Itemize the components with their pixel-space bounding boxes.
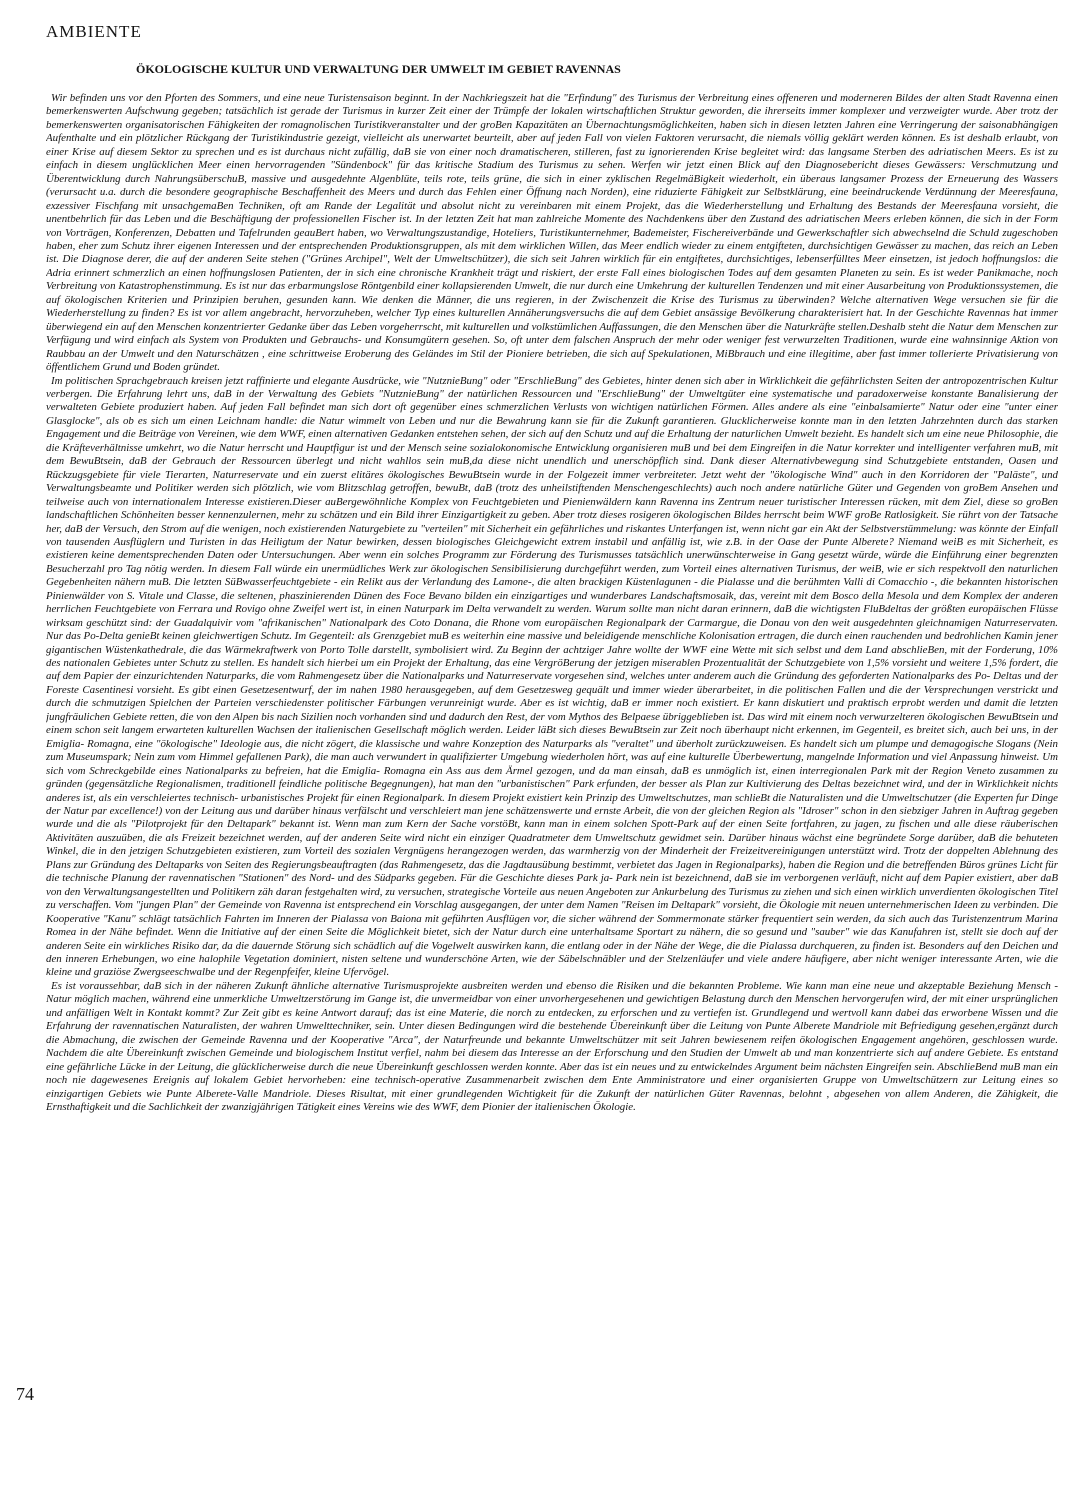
page-number: 74 [16, 1384, 34, 1404]
article-paragraph: Wir befinden uns vor den Pforten des Sommers, und eine neue Turistensaison beginnt. In der Nachkriegszeit hat die "Erfindung" des Turismus der Verbreitung eines offeneren und moderneren Bildes der alten Stadt Ravenna einen bemerkenswerten Aufschwung gegeben; tatsächlich ist gerade der Turismus in kurzer Zeit einer der Trümpfe der lokalen wirtschaftlichen Struktur geworden, die ihrerseits immer komplexer und verzweigter wurde. Aber trotz der bemerkenswerten organisatorischen Fähigkeiten der romagnolischen Turistikveranstalter und der groBen Kapazitäten an Übernachtungsmöglichkeiten, haben sich in diesen letzten Jahren eine Verringerung der saisonabhängigen Aufenthalte und ein plötzlicher Rückgang der Turistikindustrie gezeigt, vielleicht als unerwartet beurteilt, aber auf jeden Fall von vielen Faktoren verursacht, die niemals völlig geklärt werden können. Es ist deshalb erlaubt, von einer Krise auf diesem Sektor zu sprechen und es ist durchaus nicht zufällig, daB sie von einer noch dramatischeren, stilleren, fast zu ignorierenden Krise begleitet wird: das langsame Sterben des adriatischen Meers. Es ist zu einfach in diesem unglücklichen Meer einen hervorragenden "Sündenbock" für das kritische Stadium des Turismus zu sehen. Werfen wir jetzt einen Blick auf den Diagnosebericht dieses Gewässers: Verschmutzung und Überentwicklung durch NahrungsüberschuB, massive und ausgedehnte Algenblüte, teils rote, teils grüne, die sich in einer zyklischen RegelmäBigkeit wiederholt, ein überaus langsamer Prozess der Erneuerung des Wassers (verursacht u.a. durch die besondere geographische Beschaffenheit des Meers und durch das Fehlen einer Öffnung nach Norden), eine riduzierte Fähigkeit zur Selbstklärung, eine beeindruckende Verdünnung der Meeresfauna, exzessiver Fischfang mit unsachgemaBen Techniken, oft am Rande der Legalität und absolut nicht zu vereinbaren mit einem Projekt, das die Wiederherstellung und Erhaltung des Bestands der Meeresfauna vorsieht, die unentbehrlich für das Leben und die Beschäftigung der professionellen Fischer ist. In der letzten Zeit hat man zahlreiche Momente des Nachdenkens über den Zustand des adriatischen Meers erleben können, die sich in der Form von Vorträgen, Konferenzen, Debatten und Tafelrunden geauBert haben, wo Verwaltungszustandige, Hoteliers, Turistikunternehmer, Bademeister, Fischereiverbände und Gewerkschaftler sich abwechselnd die Schuld zugeschoben haben, eher zum Schutz ihrer eigenen Interessen und der entsprechenden Produktionsgruppen, als mit dem wirklichen Willen, das Meer endlich wieder zu einem entgifteten, durchsichtigen Gewässer zu machen, das reich an Leben ist. Die Diagnose derer, die auf der anderen Seite stehen ("Grünes Archipel", Welt der Umweltschützer), die sich seit Jahren wirklich für ein entgiftetes, durchsichtiges, lebenserfülltes Meer einsetzen, ist jedoch hoffnungslos: die Adria erinnert schmerzlich an einen hoffnungslosen Patienten, der in sich eine chronische Krankheit trägt und riskiert, der erste Fall eines biologischen Todes auf dem gesamten Planeten zu sein. Es ist weder Panikmache, noch Verbreitung von Katastrophenstimmung. Es ist nur das erbarmungslose Röntgenbild einer kollapsierenden Umwelt, die nur durch eine Umkehrung der kulturellen Tendenzen und mit einer Ausarbeitung von Produktionssystemen, die auf ökologischen Kriterien und Prinzipien beruhen, gesunden kann. Wie denken die Männer, die uns regieren, in der Zwischenzeit die Krise des Turismus zu überwinden? Welche alternativen Wege versuchen sie für die Wiederherstellung zu finden? Es ist vor allem angebracht, hervorzuheben, welcher Typ eines kulturellen Annäherungsversuchs die auf dem Gebiet ansässige Bevölkerung charakterisiert hat. In der Geschichte Ravennas hat immer überwiegend ein auf den Menschen konzentrierter Gedanke über das Leben vorgeherrscht, mit kulturellen und volkstümlichen Auffassungen, die den Menschen über die Naturkräfte stellen.Deshalb steht die Natur dem Menschen zur Verfügung und wird einfach als System von Produkten und Gebrauchs- und Konsumgütern gesehen. So, oft unter dem falschen Anspruch der mehr oder weniger fest verwurzelten Traditionen, wurde eine wahnsinnige Aktion von Raubbau an der Umwelt und den Naturschätzen , eine schrittweise Eroberung des Geländes im Stil der Pioniere betrieben, die sich auf Spekulationen, MiBbrauch und eine illegitime, aber fast immer tollerierte Privatisierung von öffentlichem Grund und Boden gründet. [46, 92, 1058, 374]
article-paragraph: Im politischen Sprachgebrauch kreisen jetzt raffinierte und elegante Ausdrücke, wie "NutznieBung" oder "ErschlieBung" des Gebietes, hinter denen sich aber in Wirklichkeit die gefährlichsten Seiten der antropozentrischen Kultur verbergen. Die Erfahrung lehrt uns, daB in der Verwaltung des Gebiets "NutznieBung" der natürlichen Ressourcen und "ErschlieBung" der Umweltgüter eine systematische und paradoxerweise konstante Banalisierung der verwalteten Gebiete produziert haben. Auf jeden Fall befindet man sich dort oft gegenüber eines schmerzlichen Verlusts von wichtigen natürlichen Förmen. Alles andere als eine "einbalsamierte" Natur oder eine "unter einer Glasglocke", als ob es sich um einen Leichnam handle: die Natur wimmelt von Leben und nur die Bewahrung kann sie für die Zukunft garantieren. Glucklicherweise konnte man in den letzten Jahrzehnten durch das starken Engagement und die Beiträge von Vereinen, wie dem WWF, einen alternativen Gedanken entstehen sehen, der sich auf den Schutz und auf die Erhaltung der naturlichen Umwelt bezieht. Es handelt sich um eine neue Philosophie, die die Kräfteverhältnisse umkehrt, wo die Natur herrscht und Hauptfigur ist und der Mensch seine sozialokonomische Entwicklung organisieren muB und bei dem Eingreifen in die Natur korrekter und intelligenter verfahren muB, mit dem BewuBtsein, daB der Gebrauch der Ressourcen überlegt und nicht wahllos sein muB,da diese nicht unendlich und unerschöpflich sind. Dank dieser Alternativbewegung sind Schutzgebiete entstanden, Oasen und Rückzugsgebiete für viele Tierarten, Naturreservate und ein zuerst elitäres ökologisches BewuBtsein wurde in der Folgezeit immer verbreiteter. Jetzt weht der "ökologische Wind" auch in den Korridoren der "Paläste", und Verwaltungsbeamte und Politiker werden sich plötzlich, wie vom Blitzschlag getroffen, bewuBt, daB (trotz des unheilstiftenden Menschengeschlechts) auch noch andere natürliche Güter und Gegenden von groBem Ansehen und teilweise auch von internationalem Interesse existieren.Dieser auBergewöhnliche Komplex von Feuchtgebieten und Pienienwäldern kann Ravenna ins Zentrum neuer turistischer Interessen rücken, mit dem Ziel, diese so groBen landschaftlichen Schönheiten besser kennenzulernen, mehr zu schätzen und ein Bild ihrer Einzigartigkeit zu geben. Aber trotz dieses rosigeren ökologischen Bildes herrscht beim WWF groBe Ratlosigkeit. Sie rührt von der Tatsache her, daB der Versuch, den Strom auf die wenigen, noch existierenden Naturgebiete zu "verteilen" mit Sicherheit ein gefährliches und riskantes Unterfangen ist, wenn nicht gar ein Akt der Selbstverstümmelung: was könnte der Einfall von tausenden Ausflüglern und Turisten in das Heiligtum der Natur bewirken, dessen biologisches Gleichgewicht extrem instabil und anfällig ist, wie z.B. in der Oase der Punte Alberete? Niemand weiB es mit Sicherheit, es existieren keine dementsprechenden Daten oder Untersuchungen. Aber wenn ein solches Programm zur Förderung des Turismusses tatsächlich unerwünschterweise in Gang gesetzt würde, würde die Einführung einer begrenzten Besucherzahl pro Tag nötig werden. In diesem Fall würde ein unermüdliches Werk zur ökologischen Sensibilisierung durchgeführt werden, zum Vorteil eines alternativen Turismus, der weiB, wie er sich respektvoll den naturlichen Gegebenheiten nähern muB. Die letzten SüBwasserfeuchtgebiete - ein Relikt aus der Verlandung des Lamone-, die alten brackigen Küstenlagunen - die Pialasse und die berühmten Valli di Comacchio -, die bekannten historischen Pinienwälder von S. Vitale und Classe, die seltenen, phaszinierenden Dünen des Foce Bevano bilden ein einzigartiges und wunderbares Landschaftsmosaik, das, vereint mit dem Bosco della Mesola und dem Komplex der anderen herrlichen Feuchtgebiete von Ferrara und Rovigo ohne Zweifel wert ist, in einen Naturpark im Delta verwandelt zu werden. Warum sollte man nicht daran erinnern, daB die wichtigsten FluBdeltas der größten europäischen Flüsse wirksam geschützt sind: der Guadalquivir vom "afrikanischen" Nationalpark des Coto Donana, die Rhone vom europäischen Regionalpark der Carmargue, die Donau von den weit ausgedehnten gleichnamigen Naturreservaten. Nur das Po-Delta genieBt keinen gleichwertigen Schutz. Im Gegenteil: als Grenzgebiet muB es weiterhin eine massive und beleidigende menschliche Kolonisation ertragen, die durch einen rauchenden und bedrohlichen Kamin jener gigantischen Wüstenkathedrale, die das Wärmekraftwerk von Porto Tolle darstellt, symbolisiert wird. Zu Beginn der achtziger Jahre wollte der WWF eine Wette mit sich selbst und dem Land abschlieBen, mit der Forderung, 10% des nationalen Gebietes unter Schutz zu stellen. Es handelt sich hierbei um ein Projekt der Erhaltung, das eine VergröBerung der jetzigen miserablen Prozentualität der Schutzgebiete von 1,5% vorsieht und weitere 1,5% fordert, die auf dem Papier der einzurichtenden Naturparks, die vom Rahmengesetz über die Nationalparks und Naturreservate vorgesehen sind, welches unter anderem auch die Gründung des geforderten Nationalparks des Po- Deltas und der Foreste Casentinesi vorsieht. Es gibt einen Gesetzesentwurf, der im nahen 1980 herausgegeben, auf dem Gesetzesweg gequält und immer wieder überarbeitet, in die politischen Fallen und die der Versprechungen verstrickt und durch die schmutzigen Spielchen der Parteien verschiedenster politischer Färbungen verunreinigt wurde. Aber es ist wichtig, daB er immer noch existiert. Er kann diskutiert und praktisch erprobt werden und damit die letzten jungfräulichen Gebiete retten, die von den Alpen bis nach Sizilien noch vorhanden sind und dadurch den Rest, der vom Mythos des Belpaese übriggeblieben ist. Das wird mit einem noch verwurzelteren ökologischen BewuBtsein und einem schon seit langem erwarteten kulturellen Wachsen der italienischen Gesellschaft möglich werden. Leider läBt sich dieses BewuBtsein zur Zeit noch überhaupt nicht erkennen, im Gegenteil, es breitet sich, auch bei uns, in der Emiglia- Romagna, eine "ökologische" Ideologie aus, die nicht zögert, die klassische und wahre Konzeption des Naturparks als "veraltet" und überholt zurückzuweisen. Es handelt sich um plumpe und demagogische Slogans (Nein zum Museumspark; Nein zum vom Himmel gefallenen Park), die man auch verwundert in qualifizierter Umgebung wiederholen hört, was auf eine kulturelle Überbewertung, mangelnde Information und viel Anpassung hinweist. Um sich vom Schreckgebilde eines Nationalparks zu befreien, hat die Emiglia- Romagna ein Ass aus dem Ärmel gezogen, und da man einsah, daB es unmöglich ist, einen interregionalen Park mit der Region Veneto zusammen zu gründen (gegensätzliche Regionalismen, traditionell feindliche politische Begegnungen), hat man den "urbanistischen" Park erfunden, der besser als Plan zur Kultivierung des Deltas bezeichnet wird, und der in Wirklichkeit nichts anderes ist, als ein verschleiertes technisch- urbanistisches Projekt für einen Regionalpark. In diesem Projekt existiert kein Prinzip des Umweltschutzes, man schlieBt die Naturalisten und die Umweltschutzer (die Experten fur Dinge der Natur par excellence!) von der Leitung aus und darüber hinaus verfälscht und verschleiert man jene schätzenswerte und ernste Arbeit, die von der gleichen Region als "Idroser" schon in den siebziger Jahren in Auftrag gegeben wurde und die als "Pilotprojekt für den Deltapark" bekannt ist. Wenn man zum Kern der Sache vorstöBt, kann man in einem solchen Spott-Park auf der einen Seite fortfahren, zu jagen, zu fischen und alle diese räuberischen Aktivitäten auszuüben, die als Freizeit bezeichnet werden, auf der anderen Seite wird nicht ein einziger Quadratmeter dem Umweltschutz gewidmet sein. Darüber hinaus wächst eine begründete Sorge darüber, daB die behuteten Winkel, die in den jetzigen Schutzgebieten existieren, zum Vorteil des sozialen Vergnügens herangezogen werden, das warmherzig von der Minderheit der Freizeitvereinigungen unterstützt wird. Trotz der doppelten Ablehnung des Plans zur Gründung des Deltaparks von Seiten des Regierungsbeauftragten (das Rahmengesetz, das die Jagdtausübung bestimmt, verbietet das Jagen in Regionalparks), haben die Region und die betreffenden Büros grünes Licht für die technische Planung der ravennatischen "Stationen" des Nord- und des Südparks gegeben. Für die Geschichte dieses Park ja- Park nein ist bezeichnend, daB sie im verborgenen verläuft, nicht auf dem Papier existiert, aber daB von den Verwaltungsangestellten und Politikern zäh daran festgehalten wird, zu versuchen, strategische Vorteile aus neuen Angeboten zur Ankurbelung des Turismus zu ziehen und sich einen wirklich unverdienten ökologischen Titel zu verschaffen. Vom "jungen Plan" der Gemeinde von Ravenna ist entsprechend ein Vorschlag ausgegangen, der unter dem Namen "Reisen im Deltapark" vorsieht, die Ökologie mit neuen unternehmerischen Ideen zu verbinden. Die Kooperative "Kanu" schlägt tatsächlich Fahrten im Inneren der Pialassa von Baiona mit geführten Ausflügen vor, die sicher während der Sommermonate stärker frequentiert sein werden, da sich auch das Turistenzentrum Marina Romea in der Nähe befindet. Wenn die Initiative auf der einen Seite die Möglichkeit bietet, sich der Natur durch eine unterhaltsame Sportart zu nähern, die so gesund und "sauber" wie das Kanufahren ist, stellt sie doch auf der anderen Seite ein wirkliches Risiko dar, da die dauernde Störung sich schädlich auf die Vogelwelt auswirken kann, die entlang oder in der Nähe der Wege, die die Pialassa durchqueren, zu finden ist. Besonders auf den Deichen und den inneren Erhebungen, wo eine halophile Vegetation dominiert, nisten seltene und wunderschöne Arten, wie der Säbelschnäbler und der Stelzenläufer und viele andere häufigere, aber nicht weniger interessante Arten, wie die kleine und graziöse Zwergseeschwalbe und der Regenpfeifer, kleine Ufervögel. [46, 374, 1058, 979]
article-body [46, 92, 1058, 1464]
section-header: AMBIENTE [46, 22, 142, 41]
article-paragraph: Es ist voraussehbar, daB sich in der näheren Zukunft ähnliche alternative Turismusprojekte ausbreiten werden und ebenso die Risiken und die bekannten Probleme. Wie kann man eine neue und akzeptable Beziehung Mensch - Natur möglich machen, während eine unmerkliche Umweltzerstörung im Gange ist, die unvermeidbar von einer unvorhergesehenen und gewichtigen Belastung durch den Menschen hervorgerufen wird, der mit einer ursprünglichen und anfälligen Welt in Kontakt kommt? Zur Zeit gibt es keine Antwort darauf; das ist eine Materie, die norch zu entdecken, zu erforschen und zu vertiefen ist. Grundlegend und wertvoll kann dabei das erworbene Wissen und die Erfahrung der ravennatischen Naturalisten, der wahren Umwelttechniker, sein. Unter diesen Bedingungen wird die bestehende Übereinkunft über die Leitung von Punte Alberete Mandriole mit Befriedigung gesehen,ergänzt durch die Abmachung, die zwischen der Gemeinde Ravenna und der Kooperative "Arca", der Naturfreunde und bekannte Umweltschützer mit seit Jahren bewiesenem reifen ökologischen Engagement angehören, geschlossen wurde. Nachdem die alte Übereinkunft zwischen Gemeinde und biologischem Institut verfiel, nahm bei diesem das Interesse an der Erforschung und den Studien der Umwelt ab und man konzentrierte sich auf andere Gebiete. Es entstand eine gefährliche Lücke in der Leitung, die glücklicherweise durch die neue Übereinkunft geschlossen werden konnte. Aber das ist ein neues und zu entwickelndes Argument beim nächsten Eingreifen sein. AbschlieBend muB man ein noch nie dagewesenes Ereignis auf lokalem Gebiet hervorheben: eine technisch-operative Zusammenarbeit zwischen dem Ente Amministratore und einer organisierten Gruppe von Umweltschützern zur Leitung eines so einzigartigen Gebiets wie Punte Alberete-Valle Mandriole. Dieses Risultat, mit einer grundlegenden Wichtigkeit für die Zukunft der natürlichen Güter Ravennas, belohnt , abgesehen von allem Anderen, die Zähigkeit, die Ernsthaftigkeit und die Sachlichkeit der zwanzigjährigen Tätigkeit eines Vereins wie des WWF, dem Pionier der italienischen Ökologie. [46, 979, 1058, 1113]
article-title: ÖKOLOGISCHE KULTUR UND VERWALTUNG DER UMWELT IM GEBIET RAVENNAS [136, 62, 621, 76]
